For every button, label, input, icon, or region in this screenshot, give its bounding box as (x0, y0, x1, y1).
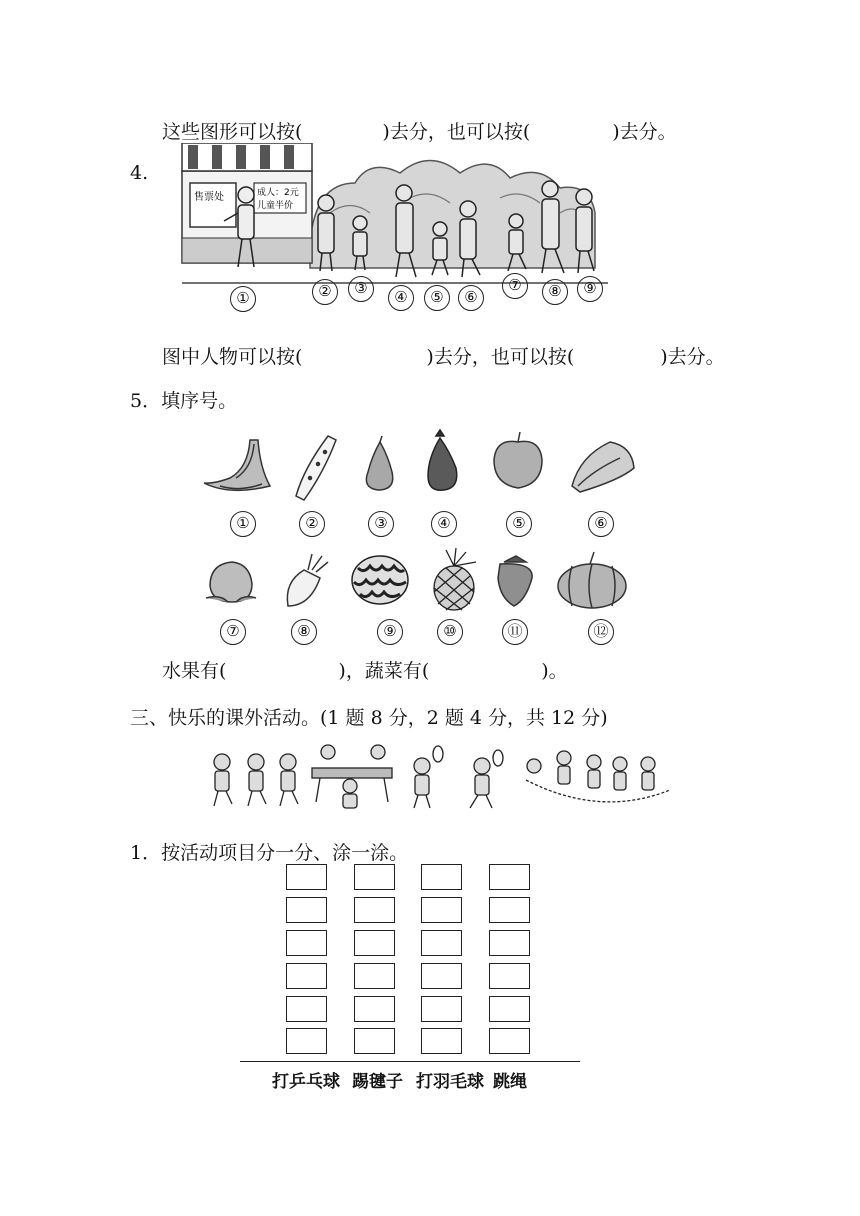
item-label-2: ② (299, 511, 325, 537)
q4-picture (180, 143, 610, 311)
person-label-6: ⑥ (458, 285, 484, 311)
grid-baseline (240, 1061, 580, 1062)
tally-box[interactable] (489, 864, 530, 890)
tally-box[interactable] (489, 1028, 530, 1054)
tally-box[interactable] (489, 996, 530, 1022)
person-label-9: ⑨ (577, 276, 603, 302)
q5-row1-pictures (200, 428, 640, 506)
item-label-8: ⑧ (291, 619, 317, 645)
watermelon-icon (352, 556, 408, 604)
item-label-9: ⑨ (377, 619, 403, 645)
item-label-5: ⑤ (506, 511, 532, 537)
eggplant-icon (428, 430, 457, 490)
tally-box[interactable] (354, 1028, 395, 1054)
radish-icon (287, 554, 328, 606)
pumpkin-icon (558, 552, 626, 608)
tally-box[interactable] (421, 1028, 462, 1054)
q4-number: 4. (130, 162, 149, 184)
q1-title: 1．按活动项目分一分、涂一涂。 (130, 842, 409, 864)
item-label-11: ⑪ (502, 619, 528, 645)
tally-box[interactable] (286, 897, 327, 923)
column-label-shuttlecock: 踢毽子 (352, 1072, 403, 1092)
tally-box[interactable] (489, 963, 530, 989)
price-sign-line-2: 儿童半价 (257, 201, 294, 211)
item-label-6: ⑥ (588, 511, 614, 537)
q3-answer-line: 这些图形可以按( )去分，也可以按( )去分。 (162, 121, 677, 143)
q4-answer-line: 图中人物可以按( )去分，也可以按( )去分。 (162, 346, 725, 368)
person-label-7: ⑦ (502, 273, 528, 299)
banana-icon (204, 440, 270, 490)
apple-icon (494, 432, 542, 488)
tally-box[interactable] (421, 996, 462, 1022)
tally-box[interactable] (354, 897, 395, 923)
person-label-1: ① (230, 286, 256, 312)
column-label-ping-pong: 打乒乓球 (272, 1072, 340, 1092)
q5-row2-pictures (200, 548, 640, 614)
tally-box[interactable] (286, 1028, 327, 1054)
item-label-10: ⑩ (437, 619, 463, 645)
person-label-5: ⑤ (424, 285, 450, 311)
tally-box[interactable] (286, 996, 327, 1022)
tally-box[interactable] (421, 930, 462, 956)
person-label-2: ② (312, 279, 338, 305)
tally-box[interactable] (489, 930, 530, 956)
activities-illustration (200, 740, 675, 812)
person-label-3: ③ (348, 276, 374, 302)
activity-tally-grid (240, 862, 580, 1092)
strawberry-icon (498, 556, 532, 606)
price-sign-line-1: 成人：2元 (257, 188, 299, 198)
cucumber-icon (296, 436, 336, 500)
item-label-4: ④ (431, 511, 457, 537)
tally-box[interactable] (421, 864, 462, 890)
tally-box[interactable] (286, 963, 327, 989)
tally-box[interactable] (354, 963, 395, 989)
tally-box[interactable] (421, 963, 462, 989)
q5-title: 5．填序号。 (130, 390, 238, 412)
tally-box[interactable] (286, 930, 327, 956)
item-label-7: ⑦ (220, 619, 246, 645)
item-label-3: ③ (368, 511, 394, 537)
peach-icon (206, 562, 256, 602)
tally-box[interactable] (354, 864, 395, 890)
column-label-jump-rope: 跳绳 (493, 1072, 527, 1092)
pineapple-icon (434, 548, 476, 610)
ticket-sign-text: 售票处 (194, 192, 224, 203)
tally-box[interactable] (489, 897, 530, 923)
tally-box[interactable] (286, 864, 327, 890)
tally-box[interactable] (421, 897, 462, 923)
tally-box[interactable] (354, 930, 395, 956)
tally-box[interactable] (354, 996, 395, 1022)
item-label-1: ① (230, 511, 256, 537)
item-label-12: ⑫ (588, 619, 614, 645)
cabbage-icon (572, 442, 634, 492)
column-label-badminton: 打羽毛球 (416, 1072, 484, 1092)
person-label-8: ⑧ (542, 279, 568, 305)
q5-answer-line: 水果有( )，蔬菜有( )。 (162, 660, 568, 682)
section3-title: 三、快乐的课外活动。(1 题 8 分，2 题 4 分，共 12 分) (130, 707, 608, 729)
person-label-4: ④ (388, 285, 414, 311)
pear-icon (366, 436, 392, 490)
